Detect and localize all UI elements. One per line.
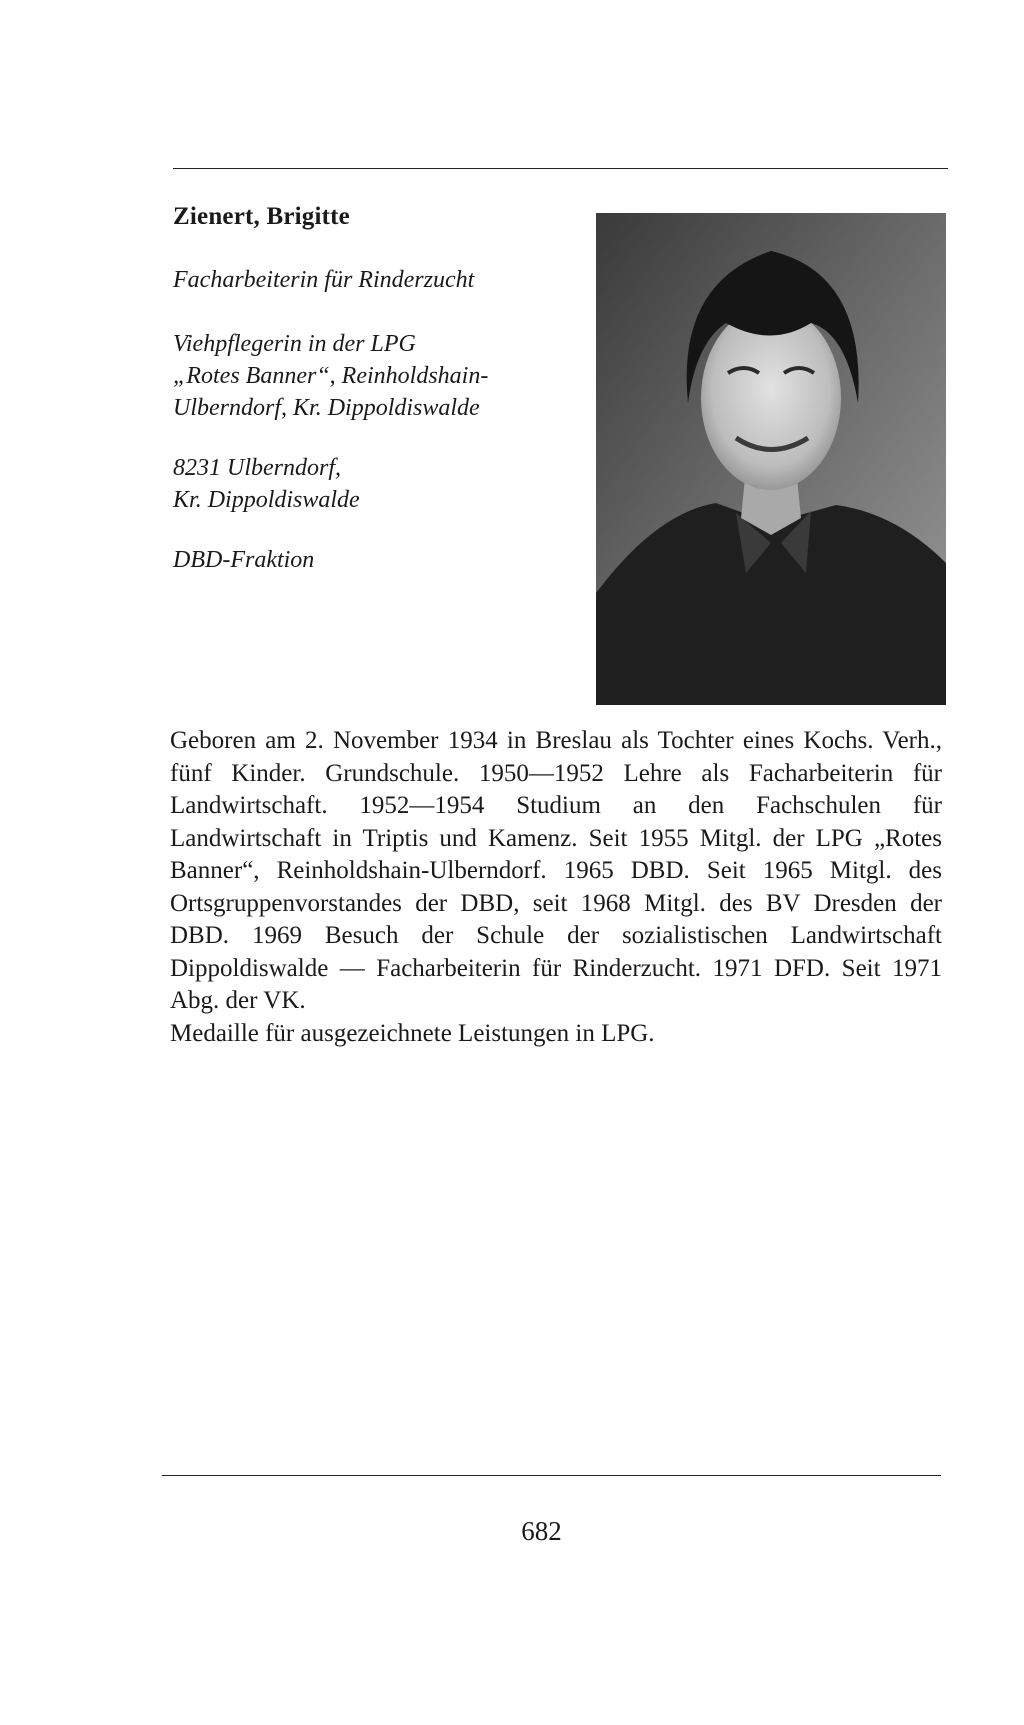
workplace-line: Ulberndorf, Kr. Dippoldiswalde bbox=[173, 395, 480, 421]
address-line: 8231 Ulberndorf, bbox=[173, 455, 341, 481]
biography-text: Geboren am 2. November 1934 in Breslau als Tochter eines Kochs. Verh., fünf Kinder. Grundschule. 1950—1952 Lehre als Facharbeiterin für Landwirtschaft. 1952—1954 Studium an den Fachschulen für Landwirtschaft in Triptis und Kamenz. Seit 1955 Mitgl. der LPG „Rotes Banner“, Reinholdshain-Ulberndorf. 1965 DBD. Seit 1965 Mitgl. des Ortsgruppenvorstandes der DBD, seit 1968 Mitgl. des BV Dresden der DBD. 1969 Besuch der Schule der sozialistischen Landwirtschaft Dippoldiswalde — Facharbeiterin für Rinderzucht. 1971 DFD. Seit 1971 Abg. der VK. bbox=[170, 727, 942, 1014]
workplace-line: „Rotes Banner“, Reinholdshain- bbox=[173, 363, 489, 389]
entry-address bbox=[173, 452, 360, 516]
address-line: Kr. Dippoldiswalde bbox=[173, 487, 360, 513]
entry-workplace bbox=[173, 328, 488, 424]
workplace-line: Viehpflegerin in der LPG bbox=[173, 331, 416, 357]
biography bbox=[170, 725, 942, 1050]
entry-profession: Facharbeiterin für Rinderzucht bbox=[173, 267, 475, 293]
biography-award: Medaille für ausgezeichnete Leistungen in LPG. bbox=[170, 1019, 655, 1047]
bottom-rule bbox=[162, 1475, 941, 1476]
page-number bbox=[0, 1516, 1024, 1547]
top-rule bbox=[173, 168, 948, 169]
portrait-photo bbox=[596, 213, 946, 705]
entry-name: Zienert, Brigitte bbox=[173, 203, 350, 230]
page-number-text: 682 bbox=[521, 1516, 562, 1546]
entry-faction: DBD-Fraktion bbox=[173, 547, 315, 573]
